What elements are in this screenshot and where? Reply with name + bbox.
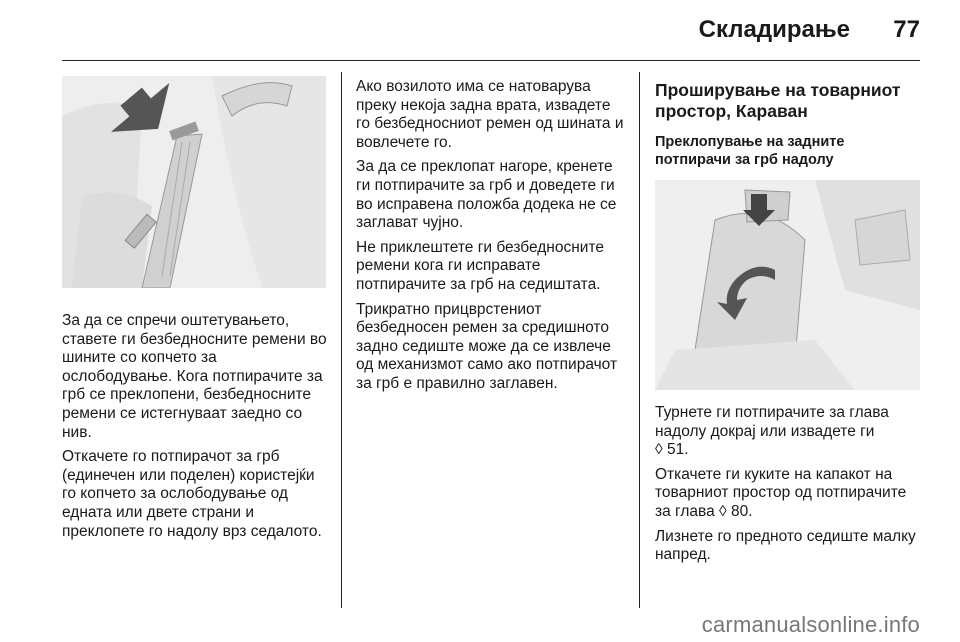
col1-paragraph-1: За да се спречи оштетувањето, ставете ги безбедносните ремени во шините со копчето за ослободување. Кога потпирачите за грб се преклопени, безбедносните ремени се истегнуваат заедно со нив. xyxy=(62,312,327,441)
column-2-text xyxy=(356,78,626,400)
column-divider-2 xyxy=(639,72,640,608)
section-heading: Проширување на товарниот простор, Караван xyxy=(655,80,901,121)
col2-paragraph-3: Не приклештете ги безбедносните ремени кога ги исправате потпирачите за грб на седиштата. xyxy=(356,238,604,293)
reference-arrow-icon: ◊ xyxy=(719,502,727,520)
page-title: Складирање xyxy=(698,16,850,43)
column-1-text xyxy=(62,312,330,547)
page-reference-link[interactable]: 51. xyxy=(666,441,689,459)
col3-paragraph-2-text: Откачете ги куките на капакот на товарниот простор од потпирачите за глава xyxy=(655,465,907,520)
column-3-header xyxy=(655,80,921,179)
seatbelt-drawing xyxy=(62,76,326,288)
col3-paragraph-1-text: Турнете ги потпирачите за глава надолу докрај или извадете ги xyxy=(655,404,889,440)
col1-paragraph-2: Откачете го потпирачот за грб (единечен или поделен) користејќи го копчето за ослободување од едната или двете страни и преклопете го надолу врз седалото. xyxy=(62,448,322,540)
column-3-text xyxy=(655,404,921,571)
seat-fold-drawing xyxy=(655,180,920,390)
column-divider-1 xyxy=(341,72,342,608)
col2-paragraph-2: За да се преклопат нагоре, кренете ги потпирачите за грб и доведете ги во исправена положба додека не се заглават чујно. xyxy=(356,158,617,232)
seat-fold-illustration xyxy=(655,180,920,390)
page-number: 77 xyxy=(893,16,920,43)
col3-paragraph-2 xyxy=(655,466,921,522)
page-header xyxy=(0,14,960,54)
col3-paragraph-3: Лизнете го предното седиште малку напред. xyxy=(655,527,916,564)
reference-arrow-icon: ◊ xyxy=(655,441,663,459)
col3-paragraph-1 xyxy=(655,404,921,460)
col2-paragraph-4: Трикратно прицврстениот безбедносен ремен за средишното задно седиште може да се извлече од механизмот само ако потпирачот за грб е правилно заглавен. xyxy=(356,300,618,392)
watermark: carmanualsonline.info xyxy=(701,612,920,637)
page-reference-link[interactable]: 80. xyxy=(731,502,753,520)
section-subheading: Преклопување на задните потпирачи за грб надолу xyxy=(655,134,845,168)
col2-paragraph-1: Ако возилото има се натоварува преку некоја задна врата, извадете го безбедносниот ремен од шината и вовлечете го. xyxy=(356,78,624,151)
header-rule xyxy=(62,60,920,61)
seatbelt-illustration xyxy=(62,76,326,288)
